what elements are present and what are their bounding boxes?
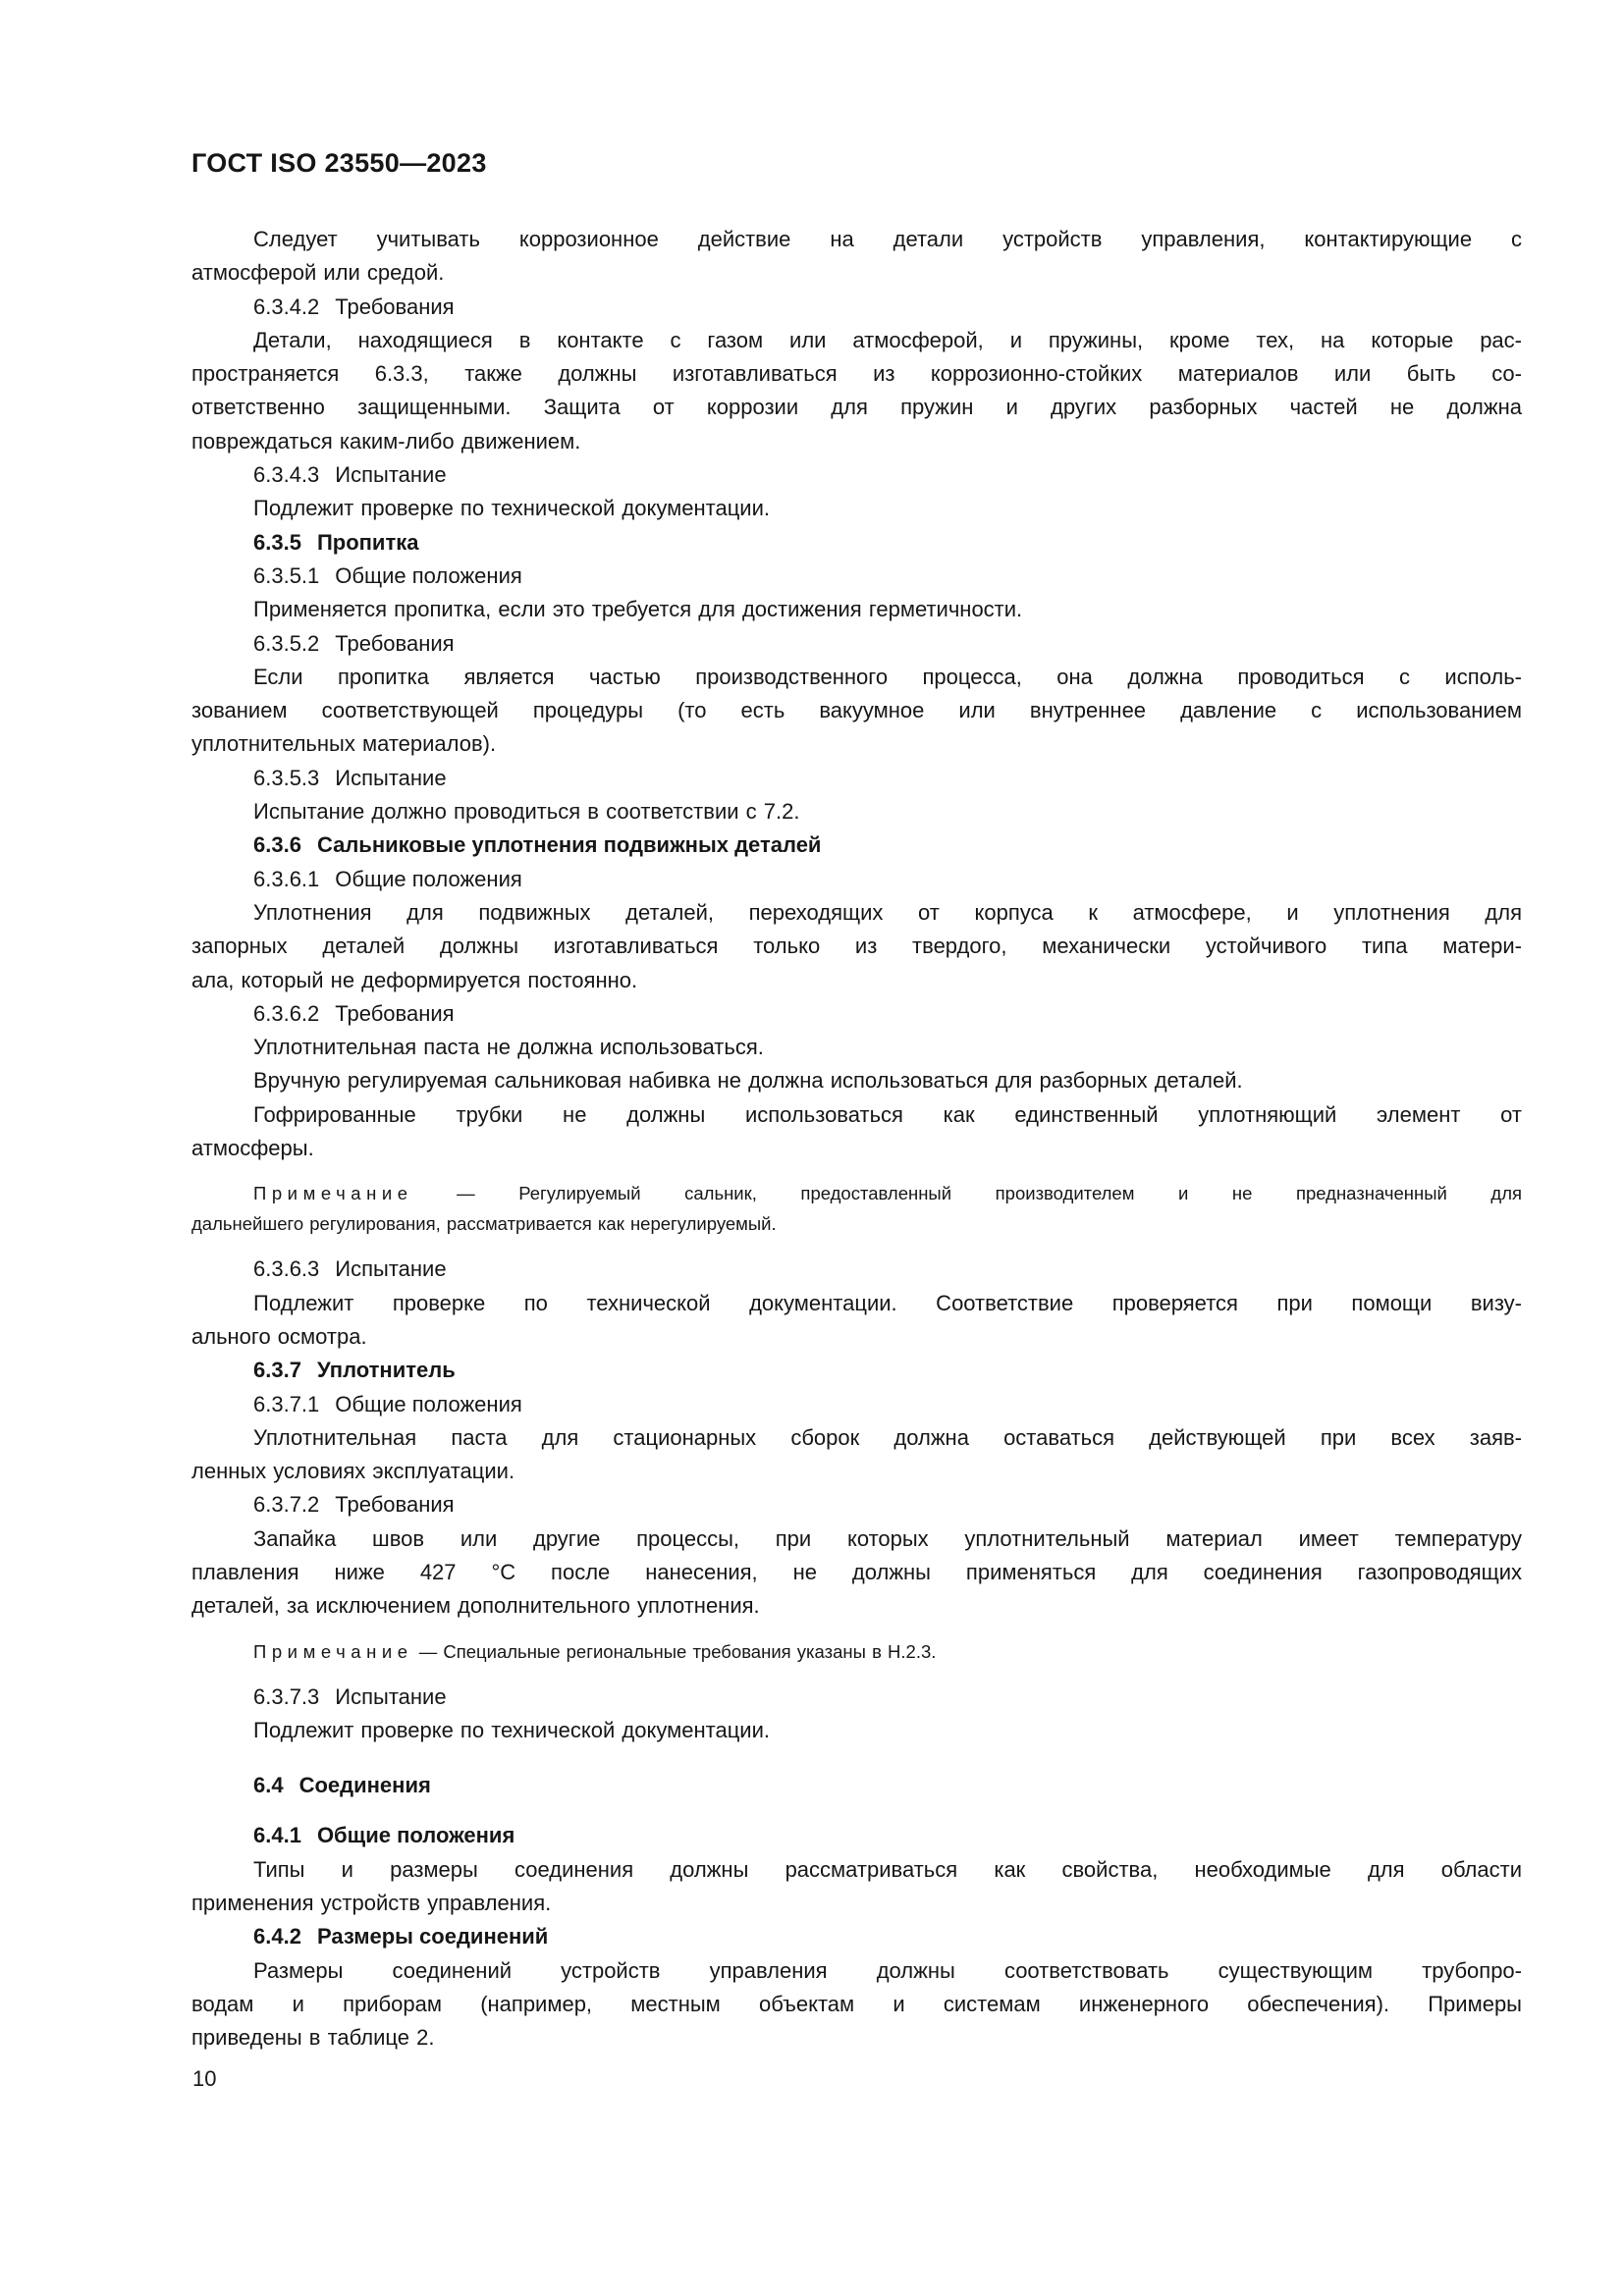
clause-number: 6.3.4.3 xyxy=(253,462,320,488)
clause-title: Общие положения xyxy=(316,1823,515,1848)
paragraph xyxy=(191,1954,1522,2056)
clause-title: Требования xyxy=(335,294,455,319)
paragraph xyxy=(191,1287,1522,1355)
paragraph xyxy=(191,1853,1522,1921)
text-line: Вручную регулируемая сальниковая набивка не должна использоваться для разборных деталей. xyxy=(253,1068,1243,1094)
paragraph xyxy=(191,492,1522,525)
paragraph xyxy=(191,1098,1522,1166)
text-line: ленных условиях эксплуатации. xyxy=(191,1459,515,1484)
note-text: — Специальные региональные требования указаны в Н.2.3. xyxy=(418,1640,937,1662)
text-line: повреждаться каким-либо движением. xyxy=(191,428,581,454)
text-line: дальнейшего регулирования, рассматривается как нерегулируемый. xyxy=(191,1213,777,1235)
text-line: Испытание должно проводиться в соответствии с 7.2. xyxy=(253,799,800,825)
paragraph xyxy=(191,1522,1522,1624)
clause-number: 6.3.6.3 xyxy=(253,1256,320,1282)
text-line: ального осмотра. xyxy=(191,1323,367,1349)
paragraph xyxy=(191,1714,1522,1747)
paragraph xyxy=(191,1031,1522,1064)
clause-heading xyxy=(191,1388,1522,1421)
text-line: ответственно защищенными. Защита от коррозии для пружин и других разборных частей не должна xyxy=(191,395,1522,420)
clause-number: 6.3.7 xyxy=(253,1358,301,1383)
document-header-title: ГОСТ ISO 23550—2023 xyxy=(191,148,487,178)
note-label: Примечание xyxy=(253,1640,413,1662)
clause-heading xyxy=(191,627,1522,661)
text-line xyxy=(191,1178,1522,1208)
text-line: деталей, за исключением дополнительного уплотнения. xyxy=(191,1593,760,1619)
clause-heading xyxy=(191,1354,1522,1387)
text-line: приведены в таблице 2. xyxy=(191,2025,435,2051)
text-line: Детали, находящиеся в контакте с газом или атмосферой, и пружины, кроме тех, на которые рас- xyxy=(253,327,1522,352)
text-line: Следует учитывать коррозионное действие на детали устройств управления, контактирующие с xyxy=(253,227,1522,251)
paragraph xyxy=(191,795,1522,828)
paragraph xyxy=(191,593,1522,626)
clause-title: Требования xyxy=(335,1000,455,1026)
text-line: водам и приборам (например, местным объектам и системам инженерного обеспечения). Примеры xyxy=(191,1991,1522,2016)
clause-title: Уплотнитель xyxy=(316,1358,456,1383)
clause-heading xyxy=(191,1769,1522,1802)
clause-heading xyxy=(191,291,1522,324)
text-line: атмосферы. xyxy=(191,1136,314,1161)
text-line: атмосферой или средой. xyxy=(191,260,445,286)
text-line: уплотнительных материалов). xyxy=(191,731,497,757)
note-text: — Регулируемый сальник, предоставленный производителем и не предназначенный для xyxy=(457,1183,1523,1204)
clause-number: 6.4.2 xyxy=(253,1924,301,1949)
clause-number: 6.3.6.2 xyxy=(253,1000,320,1026)
clause-heading xyxy=(191,997,1522,1031)
text-line: плавления ниже 427 °С после нанесения, не должны применяться для соединения газопроводящих xyxy=(191,1559,1522,1584)
paragraph xyxy=(191,1421,1522,1489)
text-line: запорных деталей должны изготавливаться только из твердого, механически устойчивого типа матери- xyxy=(191,934,1522,959)
text-line: ала, который не деформируется постоянно. xyxy=(191,967,638,992)
clause-number: 6.4 xyxy=(253,1773,284,1798)
text-line xyxy=(191,1636,1522,1667)
text-line: Гофрированные трубки не должны использоваться как единственный уплотняющий элемент от xyxy=(253,1101,1522,1127)
note xyxy=(191,1178,1522,1239)
paragraph xyxy=(191,324,1522,458)
clause-title: Пропитка xyxy=(316,529,419,555)
paragraph xyxy=(191,896,1522,997)
note xyxy=(191,1636,1522,1667)
text-line: зованием соответствующей процедуры (то есть вакуумное или внутреннее давление с использованием xyxy=(191,698,1522,723)
text-line: Подлежит проверке по технической документации. Соответствие проверяется при помощи визу- xyxy=(253,1290,1522,1315)
text-line: Уплотнительная паста для стационарных сборок должна оставаться действующей при всех заяв- xyxy=(253,1424,1522,1450)
clause-title: Общие положения xyxy=(335,1391,522,1416)
clause-number: 6.3.7.1 xyxy=(253,1391,320,1416)
text-line: Типы и размеры соединения должны рассматриваться как свойства, необходимые для области xyxy=(253,1856,1522,1882)
clause-heading xyxy=(191,762,1522,795)
clause-number: 6.3.6 xyxy=(253,832,301,858)
note-label: Примечание xyxy=(253,1183,413,1204)
clause-number: 6.3.5.2 xyxy=(253,630,320,656)
text-line: пространяется 6.3.3, также должны изготавливаться из коррозионно-стойких материалов или быть со- xyxy=(191,361,1522,387)
text-line: Уплотнения для подвижных деталей, переходящих от корпуса к атмосфере, и уплотнения для xyxy=(253,899,1522,925)
clause-heading xyxy=(191,526,1522,560)
text-line: Размеры соединений устройств управления должны соответствовать существующим трубопро- xyxy=(253,1957,1522,1983)
text-line: Запайка швов или другие процессы, при которых уплотнительный материал имеет температуру xyxy=(253,1525,1522,1551)
clause-title: Соединения xyxy=(298,1773,431,1798)
document-body xyxy=(191,223,1522,2056)
clause-title: Требования xyxy=(335,1492,455,1518)
clause-title: Сальниковые уплотнения подвижных деталей xyxy=(316,832,822,858)
clause-title: Общие положения xyxy=(335,866,522,891)
clause-heading xyxy=(191,1819,1522,1852)
clause-heading xyxy=(191,863,1522,896)
clause-heading xyxy=(191,1253,1522,1286)
text-line: Подлежит проверке по технической документации. xyxy=(253,1717,770,1742)
text-line: Уплотнительная паста не должна использоваться. xyxy=(253,1035,764,1060)
page-number: 10 xyxy=(192,2066,217,2091)
clause-heading xyxy=(191,458,1522,492)
text-line: применения устройств управления. xyxy=(191,1891,552,1916)
clause-title: Испытание xyxy=(335,1256,447,1282)
clause-title: Требования xyxy=(335,630,455,656)
clause-title: Испытание xyxy=(335,462,447,488)
clause-number: 6.3.6.1 xyxy=(253,866,320,891)
clause-number: 6.4.1 xyxy=(253,1823,301,1848)
clause-title: Общие положения xyxy=(335,562,522,588)
paragraph xyxy=(191,1064,1522,1097)
paragraph xyxy=(191,661,1522,762)
text-line: Применяется пропитка, если это требуется для достижения герметичности. xyxy=(253,597,1023,622)
clause-title: Испытание xyxy=(335,1683,447,1709)
clause-title: Размеры соединений xyxy=(316,1924,549,1949)
clause-number: 6.3.7.3 xyxy=(253,1683,320,1709)
clause-number: 6.3.5.1 xyxy=(253,562,320,588)
clause-heading xyxy=(191,1920,1522,1953)
text-line: Подлежит проверке по технической документации. xyxy=(253,496,770,521)
clause-heading xyxy=(191,1488,1522,1522)
clause-title: Испытание xyxy=(335,765,447,790)
clause-number: 6.3.4.2 xyxy=(253,294,320,319)
text-line: Если пропитка является частью производственного процесса, она должна проводиться с исполь- xyxy=(253,664,1522,689)
clause-number: 6.3.5.3 xyxy=(253,765,320,790)
clause-heading xyxy=(191,1681,1522,1714)
paragraph xyxy=(191,223,1522,291)
clause-heading xyxy=(191,560,1522,593)
clause-number: 6.3.5 xyxy=(253,529,301,555)
clause-number: 6.3.7.2 xyxy=(253,1492,320,1518)
clause-heading xyxy=(191,828,1522,862)
